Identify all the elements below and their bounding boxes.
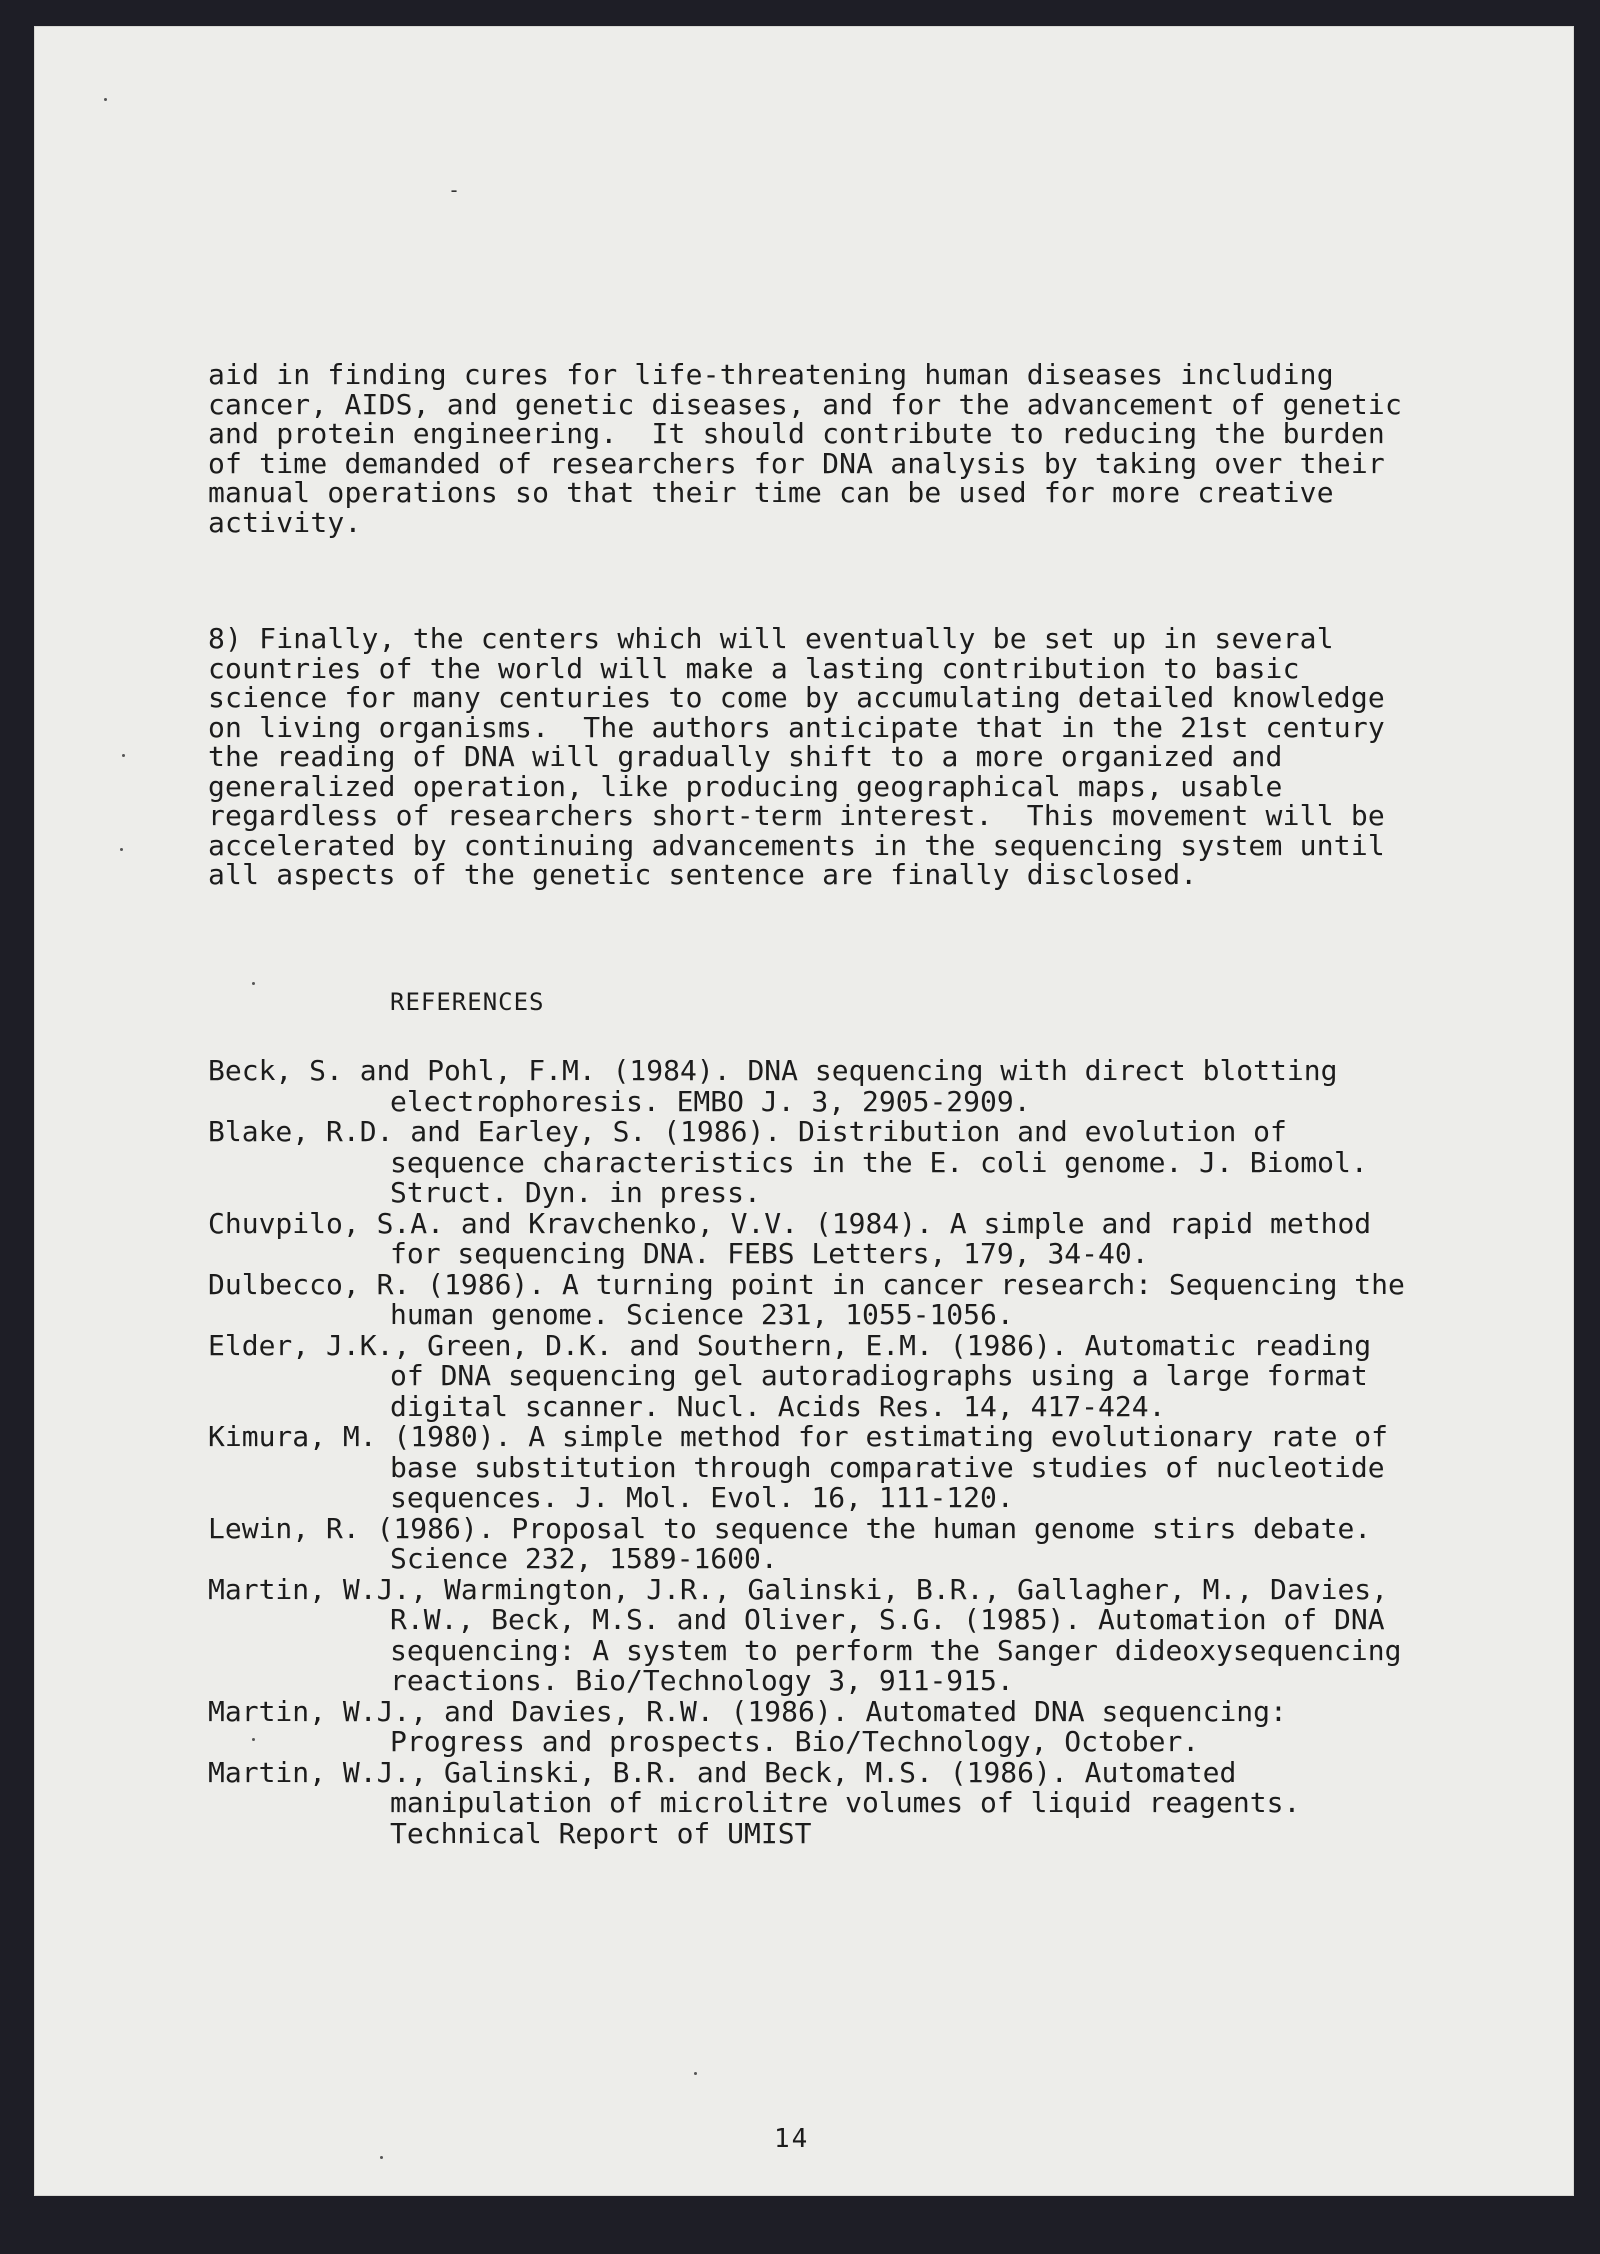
reference-entry: Lewin, R. (1986). Proposal to sequence the human genome stirs debate. Science 232, 1589-1600. bbox=[208, 1511, 1372, 1575]
dust-speck bbox=[252, 982, 255, 985]
reference-entry: Martin, W.J., Warmington, J.R., Galinski, B.R., Gallagher, M., Davies, R.W., Beck, M.S. and Oliver, S.G. (1985). Automation of DNA sequencing: A system to perform the Sanger dideoxysequencing reactions. Bio/Technology 3, 911-915. bbox=[208, 1572, 1402, 1697]
reference-entry: Martin, W.J., and Davies, R.W. (1986). Automated DNA sequencing: Progress and prospects. Bio/Technology, October. bbox=[208, 1694, 1287, 1758]
dust-speck bbox=[104, 98, 107, 101]
reference-entry: Beck, S. and Pohl, F.M. (1984). DNA sequencing with direct blotting electrophoresis. EMBO J. 3, 2905-2909. bbox=[208, 1054, 1338, 1118]
paragraph-text: aid in finding cures for life-threatening human diseases including cancer, AIDS, and genetic diseases, and for the advancement of genetic and protein engineering. It should contribute to reducing the burden of time demanded of researchers for DNA analysis by taking over their manual operations so that their time can be used for more creative activity. bbox=[208, 358, 1420, 539]
dust-speck bbox=[122, 754, 125, 757]
reference-entry: Martin, W.J., Galinski, B.R. and Beck, M.S. (1986). Automated manipulation of microlitre volumes of liquid reagents. Technical Report of UMIST bbox=[208, 1755, 1301, 1850]
reference-entry: Chuvpilo, S.A. and Kravchenko, V.V. (1984). A simple and rapid method for sequencing DNA. FEBS Letters, 179, 34-40. bbox=[208, 1206, 1372, 1270]
dust-speck bbox=[380, 2156, 383, 2159]
page-number: 14 bbox=[774, 2124, 810, 2154]
reference-entry: Blake, R.D. and Earley, S. (1986). Distribution and evolution of sequence characteristics in the E. coli genome. J. Biomol. Struct. Dyn. in press. bbox=[208, 1115, 1368, 1209]
references-list bbox=[208, 1056, 1418, 1849]
body-paragraph-2 bbox=[208, 624, 1408, 890]
reference-entry: Kimura, M. (1980). A simple method for estimating evolutionary rate of base substitution through comparative studies of nucleotide sequences. J. Mol. Evol. 16, 111-120. bbox=[208, 1420, 1389, 1514]
document-page bbox=[34, 26, 1574, 2196]
dust-speck bbox=[120, 848, 123, 851]
paragraph-text: 8) Finally, the centers which will eventually be set up in several countries of the world will make a lasting contribution to basic science for many centuries to come by accumulating detailed knowledge on living organisms. The authors anticipate that in the 21st century the reading of DNA will gradually shift to a more organized and generalized operation, like producing geographical maps, usable regardless of researchers short-term interest. This movement will be accelerated by continuing advancements in the sequencing system until all aspects of the genetic sentence are finally disclosed. bbox=[208, 622, 1403, 891]
dust-speck bbox=[694, 2072, 697, 2075]
reference-entry: Dulbecco, R. (1986). A turning point in cancer research: Sequencing the human genome. Science 231, 1055-1056. bbox=[208, 1267, 1405, 1331]
body-paragraph-1 bbox=[208, 358, 1420, 539]
references-heading: REFERENCES bbox=[390, 988, 545, 1016]
reference-entry: Elder, J.K., Green, D.K. and Southern, E.M. (1986). Automatic reading of DNA sequencing gel autoradiographs using a large format digital scanner. Nucl. Acids Res. 14, 417-424. bbox=[208, 1328, 1372, 1423]
top-dash-mark: - bbox=[448, 178, 461, 202]
